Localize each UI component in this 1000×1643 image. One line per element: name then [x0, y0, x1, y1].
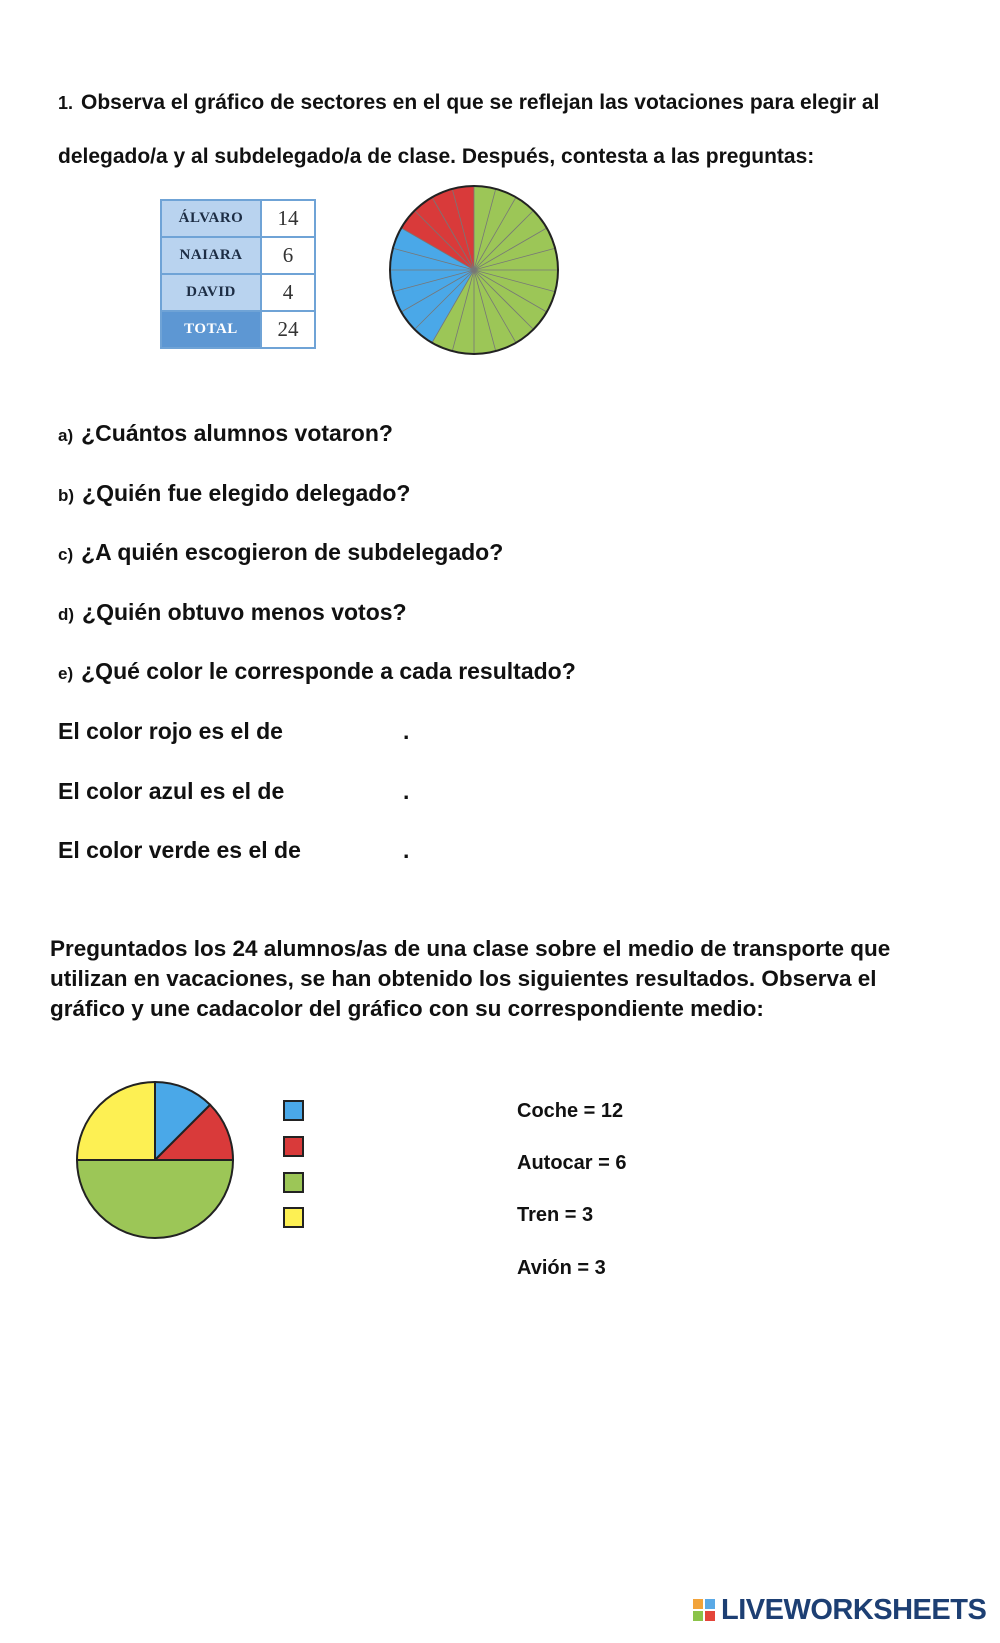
fill-line-red — [58, 718, 410, 745]
fill-line-period: . — [403, 718, 410, 744]
candidate-name: DAVID — [161, 274, 261, 311]
question-b — [58, 480, 410, 507]
exercise-number: 1. — [58, 93, 74, 113]
candidate-votes: 6 — [261, 237, 315, 274]
candidate-name: NAIARA — [161, 237, 261, 274]
question-d — [58, 599, 407, 626]
transport-label-avion: Avión = 3 — [517, 1257, 606, 1279]
votes-pie-chart — [382, 178, 566, 362]
table-row — [161, 237, 315, 274]
question-text: ¿Quién fue elegido delegado? — [82, 480, 411, 506]
question-text: ¿Cuántos alumnos votaron? — [81, 420, 393, 446]
transport-label-autocar: Autocar = 6 — [517, 1152, 627, 1174]
total-label: TOTAL — [161, 311, 261, 348]
legend-swatch-blue — [283, 1100, 304, 1121]
fill-line-text: El color azul es el de — [58, 778, 285, 804]
legend-swatch-green — [283, 1172, 304, 1193]
pie-slice-green — [77, 1160, 233, 1238]
logo-text: LIVEWORKSHEETS — [721, 1594, 987, 1626]
legend-swatch-yellow — [283, 1207, 304, 1228]
question-letter: d) — [58, 605, 75, 624]
total-votes: 24 — [261, 311, 315, 348]
question-text: ¿Quién obtuvo menos votos? — [82, 599, 407, 625]
fill-line-text: El color verde es el de — [58, 837, 301, 863]
question-text: ¿A quién escogieron de subdelegado? — [81, 539, 504, 565]
fill-line-period: . — [403, 837, 410, 863]
exercise-1-instructions — [58, 76, 958, 183]
candidate-votes: 4 — [261, 274, 315, 311]
question-a — [58, 420, 393, 447]
question-text: ¿Qué color le corresponde a cada resultado? — [81, 658, 576, 684]
votes-table — [160, 199, 316, 349]
fill-line-green — [58, 837, 410, 864]
exercise-1-text: Observa el gráfico de sectores en el que se reflejan las votaciones para elegir al delegado/a y al subdelegado/a de clase. Después, contesta a las preguntas: — [58, 91, 880, 168]
candidate-name: ÁLVARO — [161, 200, 261, 237]
fill-line-period: . — [403, 778, 410, 804]
transport-label-tren: Tren = 3 — [517, 1204, 594, 1226]
table-row — [161, 274, 315, 311]
exercise-2-instructions: Preguntados los 24 alumnos/as de una clase sobre el medio de transporte que utilizan en vacaciones, se han obtenido los siguientes resultados. Observa el gráfico y une cadacolor del gráfico con su correspondiente medio: — [50, 936, 891, 1021]
legend-swatch-red — [283, 1136, 304, 1157]
question-letter: e) — [58, 664, 74, 683]
fill-line-text: El color rojo es el de — [58, 718, 283, 744]
candidate-votes: 14 — [261, 200, 315, 237]
transport-pie-chart — [73, 1078, 237, 1242]
table-row — [161, 200, 315, 237]
pie-slice-yellow — [77, 1082, 155, 1160]
transport-label-coche: Coche = 12 — [517, 1100, 624, 1122]
table-total-row — [161, 311, 315, 348]
question-letter: a) — [58, 426, 74, 445]
liveworksheets-logo — [693, 1592, 993, 1628]
question-letter: c) — [58, 545, 74, 564]
question-letter: b) — [58, 486, 75, 505]
question-e — [58, 658, 576, 685]
fill-line-blue — [58, 778, 410, 805]
question-c — [58, 539, 503, 566]
